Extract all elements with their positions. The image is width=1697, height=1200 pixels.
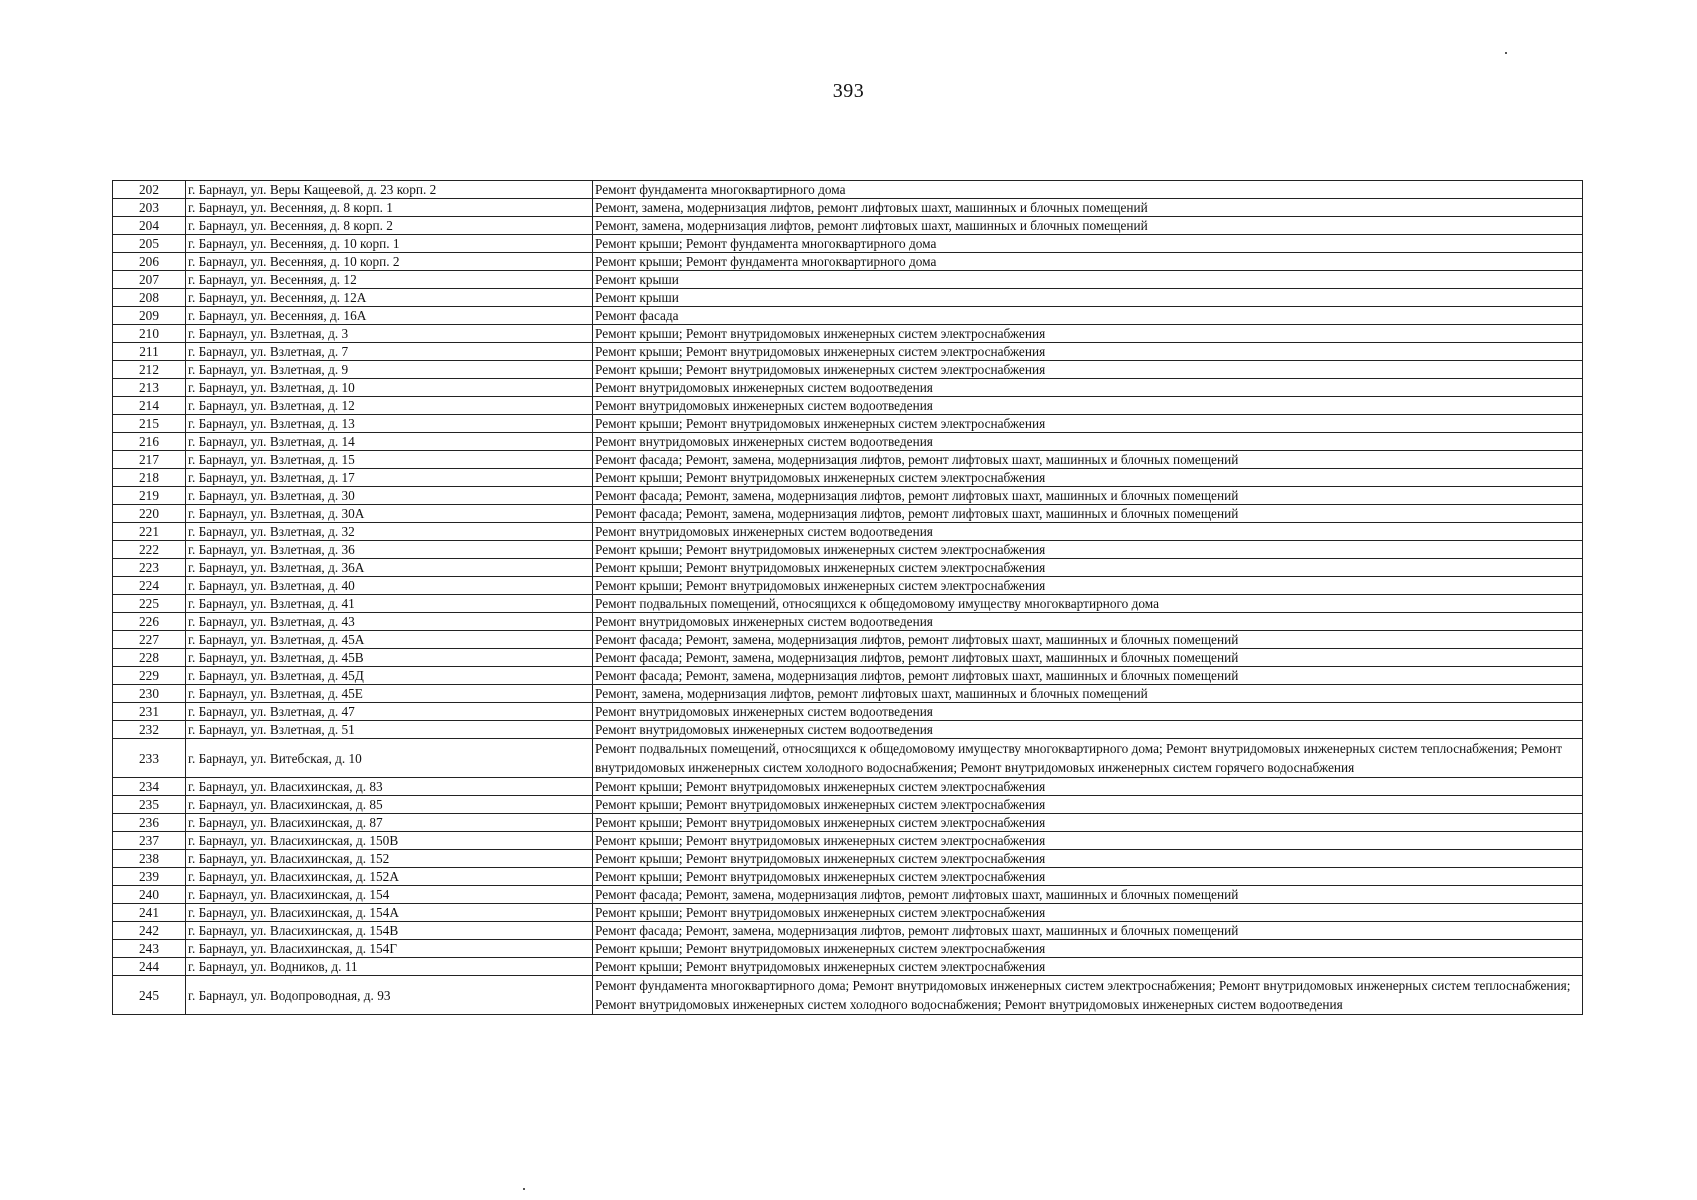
- row-address: г. Барнаул, ул. Весенняя, д. 12А: [186, 289, 593, 307]
- table-row: [113, 181, 1583, 199]
- row-work: Ремонт крыши; Ремонт внутридомовых инженерных систем электроснабжения: [593, 541, 1583, 559]
- table-row: [113, 667, 1583, 685]
- row-address: г. Барнаул, ул. Весенняя, д. 8 корп. 1: [186, 199, 593, 217]
- row-number: 225: [113, 595, 186, 613]
- row-address: г. Барнаул, ул. Взлетная, д. 47: [186, 703, 593, 721]
- row-address: г. Барнаул, ул. Взлетная, д. 45Д: [186, 667, 593, 685]
- row-number: 204: [113, 217, 186, 235]
- row-address: г. Барнаул, ул. Власихинская, д. 87: [186, 814, 593, 832]
- row-address: г. Барнаул, ул. Власихинская, д. 150В: [186, 832, 593, 850]
- row-number: 237: [113, 832, 186, 850]
- table-row: [113, 451, 1583, 469]
- row-address: г. Барнаул, ул. Весенняя, д. 8 корп. 2: [186, 217, 593, 235]
- row-work: Ремонт фасада; Ремонт, замена, модернизация лифтов, ремонт лифтовых шахт, машинных и блочных помещений: [593, 649, 1583, 667]
- row-number: 239: [113, 868, 186, 886]
- row-number: 205: [113, 235, 186, 253]
- row-work: Ремонт крыши; Ремонт внутридомовых инженерных систем электроснабжения: [593, 778, 1583, 796]
- table-row: [113, 721, 1583, 739]
- row-number: 244: [113, 958, 186, 976]
- scan-speck: [523, 1188, 525, 1190]
- row-number: 206: [113, 253, 186, 271]
- row-number: 223: [113, 559, 186, 577]
- row-work: Ремонт фасада; Ремонт, замена, модернизация лифтов, ремонт лифтовых шахт, машинных и блочных помещений: [593, 487, 1583, 505]
- row-work: Ремонт фасада; Ремонт, замена, модернизация лифтов, ремонт лифтовых шахт, машинных и блочных помещений: [593, 505, 1583, 523]
- table-row: [113, 739, 1583, 778]
- row-number: 241: [113, 904, 186, 922]
- row-work: Ремонт внутридомовых инженерных систем водоотведения: [593, 703, 1583, 721]
- row-work: Ремонт внутридомовых инженерных систем водоотведения: [593, 433, 1583, 451]
- table-row: [113, 577, 1583, 595]
- row-number: 243: [113, 940, 186, 958]
- table-row: [113, 217, 1583, 235]
- row-number: 224: [113, 577, 186, 595]
- row-address: г. Барнаул, ул. Власихинская, д. 154: [186, 886, 593, 904]
- row-work: Ремонт фасада; Ремонт, замена, модернизация лифтов, ремонт лифтовых шахт, машинных и блочных помещений: [593, 631, 1583, 649]
- row-work: Ремонт крыши; Ремонт фундамента многоквартирного дома: [593, 235, 1583, 253]
- row-number: 230: [113, 685, 186, 703]
- row-number: 212: [113, 361, 186, 379]
- row-address: г. Барнаул, ул. Взлетная, д. 10: [186, 379, 593, 397]
- table-row: [113, 361, 1583, 379]
- row-address: г. Барнаул, ул. Веры Кащеевой, д. 23 корп. 2: [186, 181, 593, 199]
- row-address: г. Барнаул, ул. Витебская, д. 10: [186, 739, 593, 778]
- row-number: 210: [113, 325, 186, 343]
- row-number: 213: [113, 379, 186, 397]
- row-work: Ремонт фасада; Ремонт, замена, модернизация лифтов, ремонт лифтовых шахт, машинных и блочных помещений: [593, 667, 1583, 685]
- row-work: Ремонт подвальных помещений, относящихся к общедомовому имуществу многоквартирного дома; Ремонт внутридомовых инженерных систем теплоснабжения; Ремонт внутридомовых инженерных систем холодного водоснабжения; Ремонт внутридомовых инженерных систем горячего водоснабжения: [593, 739, 1583, 778]
- table-row: [113, 505, 1583, 523]
- row-address: г. Барнаул, ул. Взлетная, д. 45Е: [186, 685, 593, 703]
- row-work: Ремонт крыши; Ремонт внутридомовых инженерных систем электроснабжения: [593, 940, 1583, 958]
- row-number: 229: [113, 667, 186, 685]
- table-row: [113, 379, 1583, 397]
- row-address: г. Барнаул, ул. Власихинская, д. 154Г: [186, 940, 593, 958]
- page-number: 393: [832, 80, 865, 102]
- row-address: г. Барнаул, ул. Весенняя, д. 16А: [186, 307, 593, 325]
- row-number: 216: [113, 433, 186, 451]
- table-row: [113, 325, 1583, 343]
- table-row: [113, 253, 1583, 271]
- row-work: Ремонт крыши; Ремонт внутридомовых инженерных систем электроснабжения: [593, 796, 1583, 814]
- row-address: г. Барнаул, ул. Взлетная, д. 15: [186, 451, 593, 469]
- row-work: Ремонт крыши; Ремонт внутридомовых инженерных систем электроснабжения: [593, 415, 1583, 433]
- table-row: [113, 271, 1583, 289]
- row-work: Ремонт фасада; Ремонт, замена, модернизация лифтов, ремонт лифтовых шахт, машинных и блочных помещений: [593, 886, 1583, 904]
- row-work: Ремонт фасада; Ремонт, замена, модернизация лифтов, ремонт лифтовых шахт, машинных и блочных помещений: [593, 451, 1583, 469]
- table-row: [113, 613, 1583, 631]
- row-address: г. Барнаул, ул. Взлетная, д. 14: [186, 433, 593, 451]
- row-number: 227: [113, 631, 186, 649]
- table-row: [113, 559, 1583, 577]
- row-number: 238: [113, 850, 186, 868]
- repair-works-table: [112, 180, 1583, 1015]
- row-number: 232: [113, 721, 186, 739]
- table-row: [113, 958, 1583, 976]
- table-row: [113, 415, 1583, 433]
- row-number: 240: [113, 886, 186, 904]
- table-row: [113, 469, 1583, 487]
- row-number: 222: [113, 541, 186, 559]
- row-work: Ремонт, замена, модернизация лифтов, ремонт лифтовых шахт, машинных и блочных помещений: [593, 199, 1583, 217]
- row-address: г. Барнаул, ул. Взлетная, д. 45А: [186, 631, 593, 649]
- row-number: 245: [113, 976, 186, 1015]
- row-number: 220: [113, 505, 186, 523]
- row-address: г. Барнаул, ул. Весенняя, д. 12: [186, 271, 593, 289]
- row-work: Ремонт крыши; Ремонт внутридомовых инженерных систем электроснабжения: [593, 361, 1583, 379]
- table-row: [113, 868, 1583, 886]
- row-work: Ремонт внутридомовых инженерных систем водоотведения: [593, 397, 1583, 415]
- row-work: Ремонт крыши; Ремонт фундамента многоквартирного дома: [593, 253, 1583, 271]
- table-row: [113, 631, 1583, 649]
- row-number: 231: [113, 703, 186, 721]
- row-work: Ремонт крыши; Ремонт внутридомовых инженерных систем электроснабжения: [593, 958, 1583, 976]
- row-work: Ремонт внутридомовых инженерных систем водоотведения: [593, 613, 1583, 631]
- row-number: 207: [113, 271, 186, 289]
- row-work: Ремонт крыши; Ремонт внутридомовых инженерных систем электроснабжения: [593, 904, 1583, 922]
- row-address: г. Барнаул, ул. Взлетная, д. 36: [186, 541, 593, 559]
- table-row: [113, 922, 1583, 940]
- row-number: 202: [113, 181, 186, 199]
- table-row: [113, 487, 1583, 505]
- table-row: [113, 199, 1583, 217]
- row-number: 219: [113, 487, 186, 505]
- row-address: г. Барнаул, ул. Власихинская, д. 83: [186, 778, 593, 796]
- row-number: 228: [113, 649, 186, 667]
- table-row: [113, 343, 1583, 361]
- table-row: [113, 850, 1583, 868]
- row-work: Ремонт крыши; Ремонт внутридомовых инженерных систем электроснабжения: [593, 559, 1583, 577]
- table-row: [113, 886, 1583, 904]
- table-row: [113, 832, 1583, 850]
- row-number: 208: [113, 289, 186, 307]
- row-address: г. Барнаул, ул. Взлетная, д. 13: [186, 415, 593, 433]
- row-work: Ремонт крыши; Ремонт внутридомовых инженерных систем электроснабжения: [593, 469, 1583, 487]
- row-address: г. Барнаул, ул. Взлетная, д. 3: [186, 325, 593, 343]
- table-row: [113, 523, 1583, 541]
- row-address: г. Барнаул, ул. Взлетная, д. 43: [186, 613, 593, 631]
- row-work: Ремонт крыши; Ремонт внутридомовых инженерных систем электроснабжения: [593, 868, 1583, 886]
- table-row: [113, 685, 1583, 703]
- row-work: Ремонт подвальных помещений, относящихся к общедомовому имуществу многоквартирного дома: [593, 595, 1583, 613]
- row-work: Ремонт крыши: [593, 271, 1583, 289]
- row-work: Ремонт крыши; Ремонт внутридомовых инженерных систем электроснабжения: [593, 325, 1583, 343]
- table-row: [113, 703, 1583, 721]
- row-number: 203: [113, 199, 186, 217]
- row-work: Ремонт фундамента многоквартирного дома: [593, 181, 1583, 199]
- row-number: 242: [113, 922, 186, 940]
- row-number: 217: [113, 451, 186, 469]
- table-row: [113, 649, 1583, 667]
- row-number: 235: [113, 796, 186, 814]
- row-address: г. Барнаул, ул. Взлетная, д. 36А: [186, 559, 593, 577]
- scan-speck: [1505, 52, 1507, 54]
- row-address: г. Барнаул, ул. Взлетная, д. 41: [186, 595, 593, 613]
- row-work: Ремонт, замена, модернизация лифтов, ремонт лифтовых шахт, машинных и блочных помещений: [593, 217, 1583, 235]
- table-row: [113, 904, 1583, 922]
- row-address: г. Барнаул, ул. Власихинская, д. 154В: [186, 922, 593, 940]
- row-address: г. Барнаул, ул. Власихинская, д. 152: [186, 850, 593, 868]
- row-address: г. Барнаул, ул. Весенняя, д. 10 корп. 1: [186, 235, 593, 253]
- row-work: Ремонт внутридомовых инженерных систем водоотведения: [593, 379, 1583, 397]
- row-work: Ремонт крыши: [593, 289, 1583, 307]
- row-work: Ремонт крыши; Ремонт внутридомовых инженерных систем электроснабжения: [593, 832, 1583, 850]
- row-address: г. Барнаул, ул. Взлетная, д. 9: [186, 361, 593, 379]
- row-address: г. Барнаул, ул. Взлетная, д. 30А: [186, 505, 593, 523]
- table-row: [113, 976, 1583, 1015]
- row-work: Ремонт крыши; Ремонт внутридомовых инженерных систем электроснабжения: [593, 814, 1583, 832]
- row-address: г. Барнаул, ул. Власихинская, д. 85: [186, 796, 593, 814]
- table-row: [113, 433, 1583, 451]
- table-row: [113, 307, 1583, 325]
- row-address: г. Барнаул, ул. Водников, д. 11: [186, 958, 593, 976]
- row-address: г. Барнаул, ул. Взлетная, д. 30: [186, 487, 593, 505]
- row-number: 221: [113, 523, 186, 541]
- row-address: г. Барнаул, ул. Власихинская, д. 152А: [186, 868, 593, 886]
- table-row: [113, 235, 1583, 253]
- table-body: [113, 181, 1583, 1015]
- row-address: г. Барнаул, ул. Весенняя, д. 10 корп. 2: [186, 253, 593, 271]
- row-address: г. Барнаул, ул. Взлетная, д. 12: [186, 397, 593, 415]
- row-work: Ремонт внутридомовых инженерных систем водоотведения: [593, 523, 1583, 541]
- row-number: 218: [113, 469, 186, 487]
- row-address: г. Барнаул, ул. Водопроводная, д. 93: [186, 976, 593, 1015]
- row-work: Ремонт фундамента многоквартирного дома; Ремонт внутридомовых инженерных систем электроснабжения; Ремонт внутридомовых инженерных систем теплоснабжения; Ремонт внутридомовых инженерных систем холодного водоснабжения; Ремонт внутридомовых инженерных систем водоотведения: [593, 976, 1583, 1015]
- row-work: Ремонт фасада; Ремонт, замена, модернизация лифтов, ремонт лифтовых шахт, машинных и блочных помещений: [593, 922, 1583, 940]
- row-address: г. Барнаул, ул. Взлетная, д. 17: [186, 469, 593, 487]
- row-work: Ремонт крыши; Ремонт внутридомовых инженерных систем электроснабжения: [593, 577, 1583, 595]
- row-number: 236: [113, 814, 186, 832]
- row-address: г. Барнаул, ул. Взлетная, д. 51: [186, 721, 593, 739]
- row-number: 233: [113, 739, 186, 778]
- row-address: г. Барнаул, ул. Взлетная, д. 40: [186, 577, 593, 595]
- table-row: [113, 541, 1583, 559]
- row-number: 209: [113, 307, 186, 325]
- row-address: г. Барнаул, ул. Взлетная, д. 45В: [186, 649, 593, 667]
- row-work: Ремонт фасада: [593, 307, 1583, 325]
- table-row: [113, 289, 1583, 307]
- row-address: г. Барнаул, ул. Взлетная, д. 32: [186, 523, 593, 541]
- row-work: Ремонт, замена, модернизация лифтов, ремонт лифтовых шахт, машинных и блочных помещений: [593, 685, 1583, 703]
- row-address: г. Барнаул, ул. Взлетная, д. 7: [186, 343, 593, 361]
- table-row: [113, 595, 1583, 613]
- row-work: Ремонт крыши; Ремонт внутридомовых инженерных систем электроснабжения: [593, 850, 1583, 868]
- row-number: 234: [113, 778, 186, 796]
- row-address: г. Барнаул, ул. Власихинская, д. 154А: [186, 904, 593, 922]
- row-number: 215: [113, 415, 186, 433]
- row-work: Ремонт внутридомовых инженерных систем водоотведения: [593, 721, 1583, 739]
- table-row: [113, 814, 1583, 832]
- table-row: [113, 397, 1583, 415]
- row-work: Ремонт крыши; Ремонт внутридомовых инженерных систем электроснабжения: [593, 343, 1583, 361]
- table-row: [113, 940, 1583, 958]
- row-number: 226: [113, 613, 186, 631]
- row-number: 214: [113, 397, 186, 415]
- table-row: [113, 796, 1583, 814]
- table-row: [113, 778, 1583, 796]
- row-number: 211: [113, 343, 186, 361]
